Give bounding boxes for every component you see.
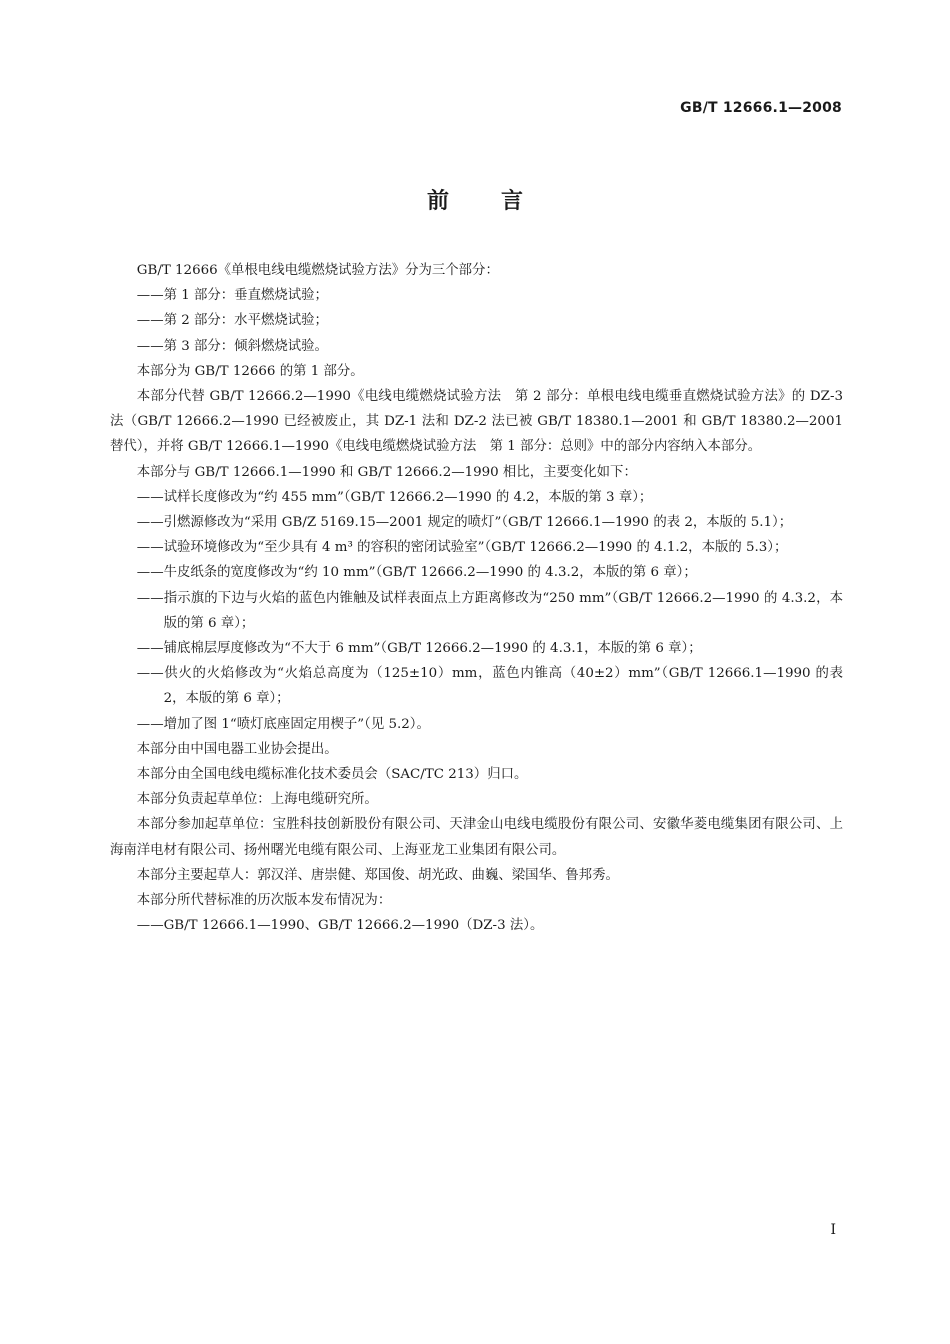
standard-number: GB/T 12666.1—2008 [680,100,842,116]
list-item: ——引燃源修改为“采用 GB/Z 5169.15—2001 规定的喷灯”（GB/T 12666.1—1990 的表 2，本版的 5.1）； [136,515,793,531]
paragraph: 本部分所代替标准的历次版本发布情况为： [136,893,392,909]
paragraph: 本部分参加起草单位：宝胜科技创新股份有限公司、天津金山电线电缆股份有限公司、安徽华菱电缆集团有限公司、上海南洋电材有限公司、扬州曙光电缆有限公司、上海亚龙工业集团有限公司。 [110,817,843,858]
paragraph: 本部分主要起草人：郭汉洋、唐崇健、郑国俊、胡光政、曲巍、梁国华、鲁邦秀。 [136,867,619,883]
paragraph: 本部分代替 GB/T 12666.2—1990《电线电缆燃烧试验方法 第 2 部分：单根电线电缆垂直燃烧试验方法》的 DZ-3 法（GB/T 12666.2—1990 已经被废止，其 DZ-1 法和 DZ-2 法已被 GB/T 18380.1—2001 和 GB/T 18380.2—2001 替代），并将 GB/T 12666.1—1990《电线电缆燃烧试验方法 第 1 部分：总则》中的部分内容纳入本部分。 [110,389,843,455]
paragraph: 本部分由中国电器工业协会提出。 [136,741,338,757]
list-item: ——GB/T 12666.1—1990、GB/T 12666.2—1990（DZ-3 法）。 [136,918,544,934]
list-item: ——供火的火焰修改为“火焰总高度为（125±10）mm，蓝色内锥高（40±2）mm”（GB/T 12666.1—1990 的表 2，本版的第 6 章）； [136,666,843,707]
list-item: ——第 2 部分：水平燃烧试验； [136,313,328,329]
foreword-body [110,258,843,938]
list-item: ——试样长度修改为“约 455 mm”（GB/T 12666.2—1990 的 4.2，本版的第 3 章）； [136,489,653,505]
page-number: I [830,1222,836,1238]
paragraph: 本部分与 GB/T 12666.1—1990 和 GB/T 12666.2—1990 相比，主要变化如下： [136,464,637,480]
list-item: ——试验环境修改为“至少具有 4 m³ 的容积的密闭试验室”（GB/T 12666.2—1990 的 4.1.2，本版的 5.3）； [136,540,788,556]
paragraph: 本部分为 GB/T 12666 的第 1 部分。 [136,363,364,379]
paragraph: 本部分负责起草单位：上海电缆研究所。 [136,792,378,808]
list-item: ——第 3 部分：倾斜燃烧试验。 [136,338,328,354]
list-item: ——铺底棉层厚度修改为“不大于 6 mm”（GB/T 12666.2—1990 的 4.3.1，本版的第 6 章）； [136,641,702,657]
list-item: ——增加了图 1“喷灯底座固定用楔子”（见 5.2）。 [136,716,430,732]
paragraph: 本部分由全国电线电缆标准化技术委员会（SAC/TC 213）归口。 [136,767,528,783]
page-title: 前言 [426,189,575,214]
list-item: ——牛皮纸条的宽度修改为“约 10 mm”（GB/T 12666.2—1990 的 4.3.2，本版的第 6 章）； [136,565,697,581]
list-item: ——第 1 部分：垂直燃烧试验； [136,288,328,304]
paragraph: GB/T 12666《单根电线电缆燃烧试验方法》分为三个部分： [136,263,499,278]
list-item: ——指示旗的下边与火焰的蓝色内锥触及试样表面点上方距离修改为“250 mm”（GB/T 12666.2—1990 的 4.3.2，本版的第 6 章）； [136,590,843,631]
